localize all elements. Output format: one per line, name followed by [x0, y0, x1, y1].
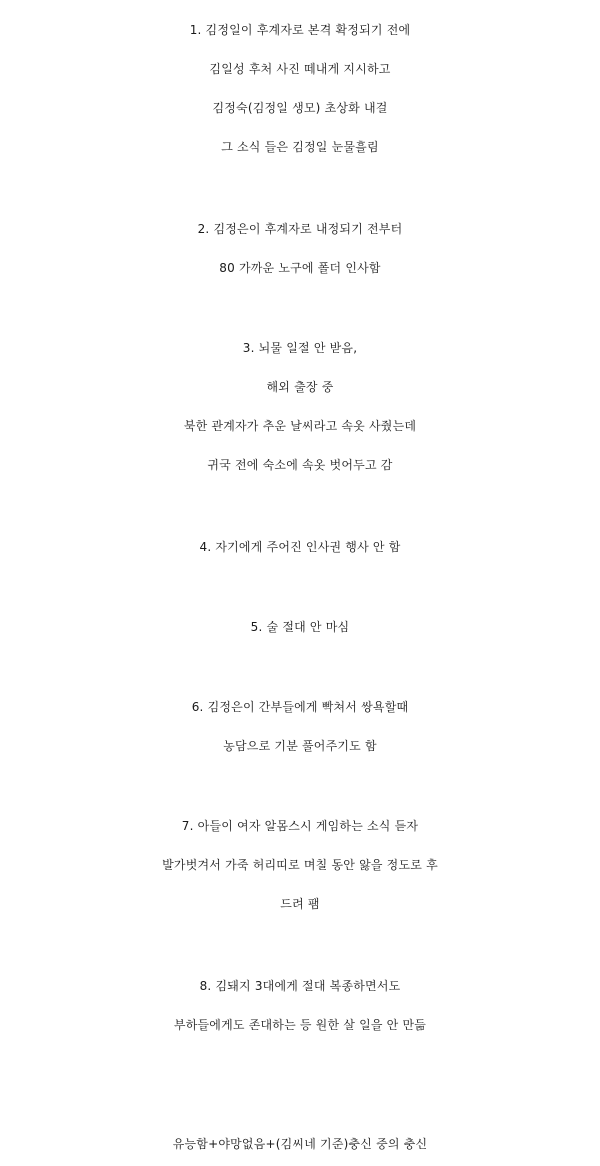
paragraph-8-line-2: 부하들에게도 존대하는 등 원한 살 일을 안 만듦	[173, 1018, 427, 1032]
paragraph-7-line-1: 7. 아들이 여자 알몸스시 게임하는 소식 듣자	[181, 819, 419, 833]
paragraph-5-line-1: 5. 술 절대 안 마심	[250, 620, 350, 634]
conclusion-line: 유능함+야망없음+(김씨네 기준)충신 중의 충신	[172, 1137, 428, 1151]
paragraph-6-line-1: 6. 김정은이 간부들에게 빡쳐서 쌍욕할때	[191, 700, 409, 714]
paragraph-2-line-2: 80 가까운 노구에 폴더 인사함	[219, 261, 381, 275]
paragraph-3-line-2: 해외 출장 중	[266, 380, 334, 394]
paragraph-7-line-2: 발가벗겨서 가죽 허리띠로 며칠 동안 앓을 정도로 후	[162, 858, 438, 872]
paragraph-1-line-4: 그 소식 들은 김정일 눈물흘림	[221, 140, 379, 154]
paragraph-1-line-3: 김정숙(김정일 생모) 초상화 내걸	[212, 101, 388, 115]
paragraph-3-line-4: 귀국 전에 숙소에 속옷 벗어두고 감	[207, 458, 393, 472]
paragraph-4-line-1: 4. 자기에게 주어진 인사권 행사 안 함	[199, 540, 401, 554]
paragraph-1-line-2: 김일성 후처 사진 떼내게 지시하고	[209, 62, 391, 76]
paragraph-3-line-3: 북한 관계자가 추운 날씨라고 속옷 사줬는데	[183, 419, 417, 433]
paragraph-6-line-2: 농담으로 기분 풀어주기도 함	[223, 739, 377, 753]
paragraph-3-line-1: 3. 뇌물 일절 안 받음,	[242, 341, 358, 355]
paragraph-1-line-1: 1. 김정일이 후계자로 본격 확정되기 전에	[189, 23, 411, 37]
paragraph-2-line-1: 2. 김정은이 후계자로 내정되기 전부터	[197, 222, 403, 236]
paragraph-8-line-1: 8. 김돼지 3대에게 절대 복종하면서도	[199, 979, 401, 993]
paragraph-7-line-3: 드려 팸	[280, 897, 320, 911]
